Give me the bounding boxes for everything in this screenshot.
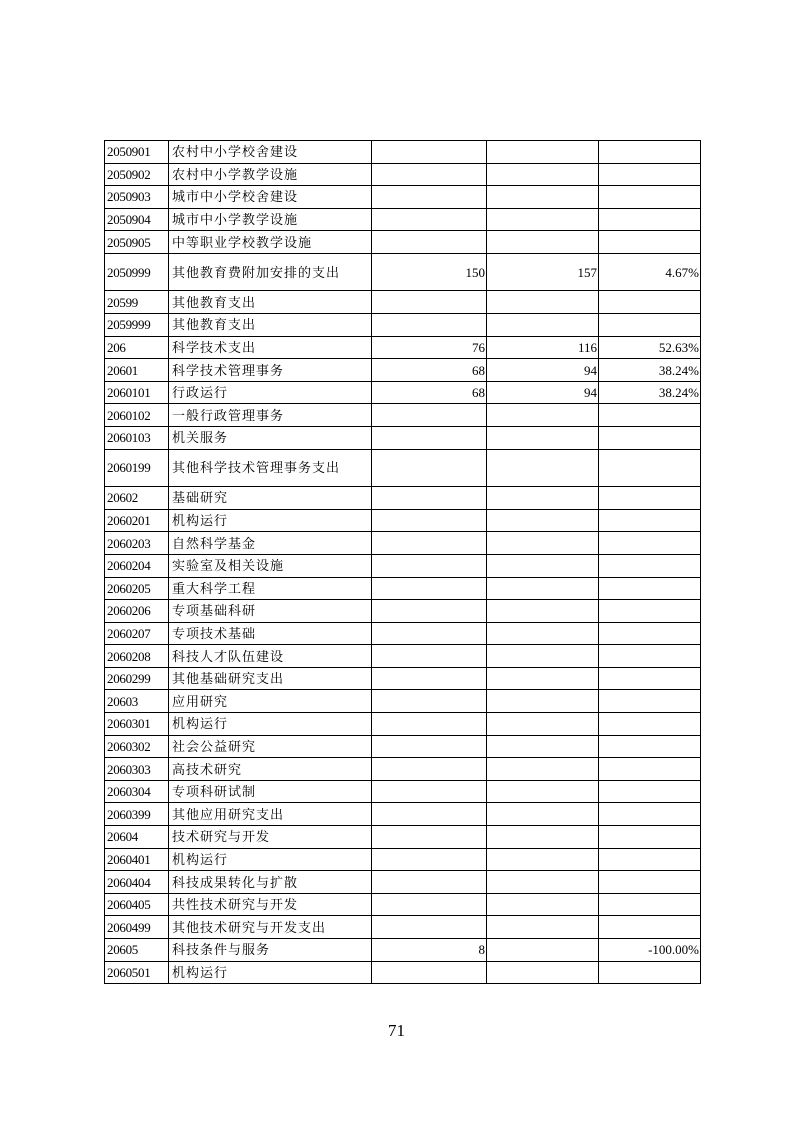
cell-amount-prev (372, 532, 487, 555)
cell-code: 2060303 (105, 758, 169, 781)
cell-name: 共性技术研究与开发 (169, 893, 372, 916)
cell-amount-curr (487, 231, 599, 254)
cell-code: 2050905 (105, 231, 169, 254)
cell-amount-curr (487, 893, 599, 916)
cell-amount-prev (372, 780, 487, 803)
cell-amount-prev (372, 848, 487, 871)
cell-name: 科学技术支出 (169, 336, 372, 359)
table-row (105, 208, 701, 231)
cell-name: 一般行政管理事务 (169, 404, 372, 427)
cell-amount-curr (487, 314, 599, 337)
cell-name: 自然科学基金 (169, 532, 372, 555)
cell-name: 其他科学技术管理事务支出 (169, 449, 372, 487)
cell-code: 20605 (105, 939, 169, 962)
cell-code: 2060302 (105, 735, 169, 758)
cell-code: 2060301 (105, 713, 169, 736)
cell-amount-curr (487, 208, 599, 231)
cell-amount-curr (487, 667, 599, 690)
cell-amount-prev (372, 758, 487, 781)
cell-name: 应用研究 (169, 690, 372, 713)
table-row (105, 359, 701, 382)
cell-amount-prev (372, 961, 487, 984)
cell-amount-curr (487, 758, 599, 781)
cell-code: 206 (105, 336, 169, 359)
cell-amount-curr (487, 735, 599, 758)
table-row (105, 826, 701, 849)
cell-code: 2060405 (105, 893, 169, 916)
cell-name: 技术研究与开发 (169, 826, 372, 849)
cell-amount-prev (372, 163, 487, 186)
cell-amount-prev (372, 314, 487, 337)
cell-amount-curr (487, 427, 599, 450)
cell-amount-prev: 76 (372, 336, 487, 359)
cell-amount-prev (372, 893, 487, 916)
cell-amount-prev (372, 231, 487, 254)
cell-change-pct (599, 509, 701, 532)
table-row (105, 381, 701, 404)
cell-amount-prev (372, 871, 487, 894)
cell-amount-prev (372, 577, 487, 600)
cell-name: 机关服务 (169, 427, 372, 450)
table-row (105, 427, 701, 450)
table-row (105, 554, 701, 577)
cell-change-pct: -100.00% (599, 939, 701, 962)
cell-amount-curr (487, 622, 599, 645)
cell-name: 行政运行 (169, 381, 372, 404)
cell-name: 中等职业学校教学设施 (169, 231, 372, 254)
cell-name: 机构运行 (169, 509, 372, 532)
cell-amount-curr: 116 (487, 336, 599, 359)
cell-amount-prev: 150 (372, 253, 487, 291)
cell-name: 其他教育支出 (169, 314, 372, 337)
table-row (105, 404, 701, 427)
cell-name: 高技术研究 (169, 758, 372, 781)
cell-amount-prev (372, 622, 487, 645)
cell-code: 2050904 (105, 208, 169, 231)
page-number: 71 (388, 1021, 405, 1040)
cell-code: 2060102 (105, 404, 169, 427)
table-row (105, 509, 701, 532)
cell-code: 2060399 (105, 803, 169, 826)
cell-amount-prev (372, 803, 487, 826)
cell-amount-curr (487, 532, 599, 555)
cell-change-pct (599, 735, 701, 758)
cell-amount-curr (487, 961, 599, 984)
cell-change-pct (599, 961, 701, 984)
cell-amount-prev (372, 449, 487, 487)
cell-amount-curr (487, 780, 599, 803)
cell-change-pct (599, 314, 701, 337)
cell-amount-curr (487, 404, 599, 427)
table-row (105, 871, 701, 894)
cell-name: 科学技术管理事务 (169, 359, 372, 382)
cell-change-pct (599, 916, 701, 939)
cell-amount-prev (372, 735, 487, 758)
cell-name: 专项基础科研 (169, 600, 372, 623)
cell-name: 实验室及相关设施 (169, 554, 372, 577)
cell-amount-curr (487, 713, 599, 736)
cell-change-pct (599, 577, 701, 600)
cell-code: 2059999 (105, 314, 169, 337)
cell-change-pct: 38.24% (599, 359, 701, 382)
table-row (105, 577, 701, 600)
cell-change-pct (599, 713, 701, 736)
cell-code: 2060207 (105, 622, 169, 645)
cell-name: 基础研究 (169, 487, 372, 510)
table-row (105, 600, 701, 623)
cell-amount-curr (487, 916, 599, 939)
cell-amount-prev (372, 667, 487, 690)
table-row (105, 690, 701, 713)
cell-code: 2060101 (105, 381, 169, 404)
cell-amount-prev (372, 291, 487, 314)
cell-amount-curr (487, 871, 599, 894)
cell-amount-curr (487, 509, 599, 532)
table-row (105, 645, 701, 668)
cell-amount-prev (372, 645, 487, 668)
cell-code: 2060203 (105, 532, 169, 555)
cell-amount-curr (487, 449, 599, 487)
cell-amount-prev (372, 509, 487, 532)
cell-amount-prev (372, 404, 487, 427)
cell-code: 2060299 (105, 667, 169, 690)
cell-change-pct (599, 291, 701, 314)
cell-code: 20599 (105, 291, 169, 314)
cell-code: 2060204 (105, 554, 169, 577)
cell-amount-prev (372, 427, 487, 450)
cell-name: 机构运行 (169, 713, 372, 736)
cell-amount-prev: 68 (372, 359, 487, 382)
cell-amount-curr (487, 848, 599, 871)
cell-amount-prev (372, 826, 487, 849)
cell-change-pct (599, 667, 701, 690)
cell-amount-curr (487, 645, 599, 668)
table-row (105, 487, 701, 510)
cell-name: 其他技术研究与开发支出 (169, 916, 372, 939)
table-row (105, 336, 701, 359)
cell-code: 2050999 (105, 253, 169, 291)
cell-name: 其他教育支出 (169, 291, 372, 314)
cell-amount-prev (372, 186, 487, 209)
cell-change-pct (599, 532, 701, 555)
cell-amount-prev (372, 916, 487, 939)
cell-amount-prev (372, 141, 487, 164)
cell-change-pct (599, 803, 701, 826)
cell-name: 其他应用研究支出 (169, 803, 372, 826)
cell-name: 科技条件与服务 (169, 939, 372, 962)
cell-change-pct (599, 645, 701, 668)
cell-change-pct (599, 404, 701, 427)
cell-change-pct (599, 554, 701, 577)
cell-code: 2060304 (105, 780, 169, 803)
table-row (105, 532, 701, 555)
cell-name: 其他基础研究支出 (169, 667, 372, 690)
cell-amount-curr (487, 291, 599, 314)
cell-code: 2060201 (105, 509, 169, 532)
cell-amount-curr (487, 690, 599, 713)
cell-amount-curr (487, 826, 599, 849)
cell-change-pct (599, 449, 701, 487)
cell-amount-prev (372, 487, 487, 510)
cell-code: 2060205 (105, 577, 169, 600)
cell-code: 2060499 (105, 916, 169, 939)
cell-code: 2060199 (105, 449, 169, 487)
table-row (105, 713, 701, 736)
cell-code: 2060501 (105, 961, 169, 984)
table-body (105, 141, 701, 984)
cell-name: 科技人才队伍建设 (169, 645, 372, 668)
table-row (105, 314, 701, 337)
cell-amount-prev (372, 600, 487, 623)
cell-amount-curr (487, 939, 599, 962)
table-row (105, 848, 701, 871)
cell-name: 专项技术基础 (169, 622, 372, 645)
cell-amount-curr (487, 141, 599, 164)
table-row (105, 916, 701, 939)
cell-name: 城市中小学教学设施 (169, 208, 372, 231)
table-row (105, 291, 701, 314)
cell-change-pct (599, 427, 701, 450)
cell-amount-curr: 94 (487, 359, 599, 382)
cell-amount-curr: 157 (487, 253, 599, 291)
table-row (105, 667, 701, 690)
cell-code: 20602 (105, 487, 169, 510)
cell-name: 农村中小学教学设施 (169, 163, 372, 186)
cell-code: 20603 (105, 690, 169, 713)
cell-change-pct (599, 141, 701, 164)
cell-change-pct: 38.24% (599, 381, 701, 404)
cell-amount-curr (487, 487, 599, 510)
table-row (105, 186, 701, 209)
cell-amount-prev (372, 690, 487, 713)
cell-code: 2060404 (105, 871, 169, 894)
cell-code: 2060401 (105, 848, 169, 871)
cell-amount-prev: 68 (372, 381, 487, 404)
cell-code: 2060208 (105, 645, 169, 668)
cell-change-pct (599, 690, 701, 713)
cell-name: 社会公益研究 (169, 735, 372, 758)
cell-name: 科技成果转化与扩散 (169, 871, 372, 894)
cell-change-pct (599, 848, 701, 871)
table-row (105, 780, 701, 803)
table-row (105, 758, 701, 781)
budget-table (104, 140, 701, 984)
cell-change-pct (599, 600, 701, 623)
cell-amount-curr (487, 600, 599, 623)
cell-amount-prev: 8 (372, 939, 487, 962)
table-row (105, 231, 701, 254)
cell-amount-prev (372, 208, 487, 231)
table-row (105, 141, 701, 164)
cell-amount-prev (372, 554, 487, 577)
table-row (105, 163, 701, 186)
cell-amount-curr (487, 577, 599, 600)
cell-change-pct (599, 622, 701, 645)
cell-code: 20601 (105, 359, 169, 382)
table-row (105, 893, 701, 916)
cell-code: 2060206 (105, 600, 169, 623)
cell-change-pct (599, 780, 701, 803)
cell-change-pct (599, 231, 701, 254)
cell-amount-curr (487, 803, 599, 826)
table-row (105, 803, 701, 826)
cell-name: 机构运行 (169, 961, 372, 984)
table-row (105, 253, 701, 291)
cell-change-pct (599, 893, 701, 916)
table-row (105, 449, 701, 487)
cell-change-pct (599, 208, 701, 231)
cell-change-pct (599, 186, 701, 209)
table-row (105, 961, 701, 984)
cell-code: 20604 (105, 826, 169, 849)
cell-name: 专项科研试制 (169, 780, 372, 803)
table-row (105, 622, 701, 645)
cell-amount-prev (372, 713, 487, 736)
cell-change-pct (599, 163, 701, 186)
cell-change-pct (599, 487, 701, 510)
cell-name: 其他教育费附加安排的支出 (169, 253, 372, 291)
cell-change-pct (599, 758, 701, 781)
cell-name: 农村中小学校舍建设 (169, 141, 372, 164)
cell-amount-curr (487, 186, 599, 209)
cell-name: 城市中小学校舍建设 (169, 186, 372, 209)
cell-name: 机构运行 (169, 848, 372, 871)
cell-amount-curr (487, 163, 599, 186)
cell-change-pct: 4.67% (599, 253, 701, 291)
cell-change-pct (599, 826, 701, 849)
cell-change-pct (599, 871, 701, 894)
table-row (105, 735, 701, 758)
cell-code: 2050903 (105, 186, 169, 209)
cell-code: 2060103 (105, 427, 169, 450)
cell-amount-curr: 94 (487, 381, 599, 404)
cell-code: 2050902 (105, 163, 169, 186)
table-row (105, 939, 701, 962)
cell-code: 2050901 (105, 141, 169, 164)
cell-change-pct: 52.63% (599, 336, 701, 359)
cell-name: 重大科学工程 (169, 577, 372, 600)
cell-amount-curr (487, 554, 599, 577)
